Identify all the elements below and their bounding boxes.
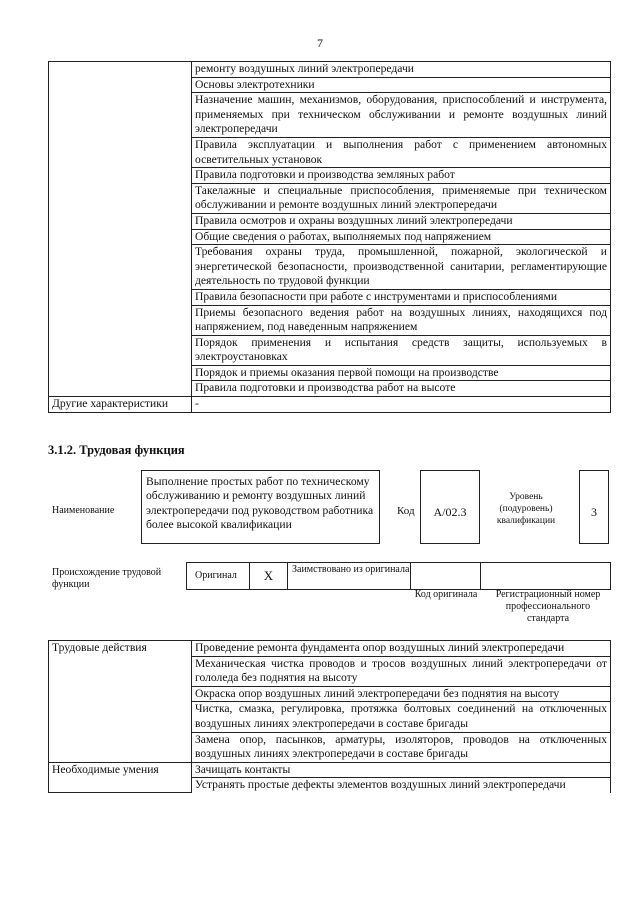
labor-action-item: Проведение ремонта фундамента опор воздушных линий электропередачи xyxy=(192,641,611,657)
knowledge-item: Требования охраны труда, промышленной, пожарной, экологической и энергетической безопасности, производственной санитарии, регламентирующие деятельность по трудовой функции xyxy=(192,245,611,290)
knowledge-item: Приемы безопасного ведения работ на воздушных линиях, находящихся под напряжением, под наведенным напряжением xyxy=(192,305,611,335)
knowledge-item: Назначение машин, механизмов, оборудования, приспособлений и инструмента, применяемых при техническом обслуживании и ремонте воздушных линий электропередачи xyxy=(192,93,611,138)
table-row xyxy=(49,397,611,413)
borrowed-label: Заимствовано из оригинала xyxy=(288,563,411,589)
function-code-label: Код xyxy=(397,505,415,517)
labor-action-item: Окраска опор воздушных линий электропередачи без поднятия на высоту xyxy=(192,686,611,702)
table-row xyxy=(49,762,611,778)
function-code-value: A/02.3 xyxy=(420,470,480,544)
origin-label: Происхождение трудовой функции xyxy=(52,567,162,590)
skill-item: Зачищать контакты xyxy=(192,762,611,778)
knowledge-item: Такелажные и специальные приспособления, применяемые при техническом обслуживании и ремонте воздушных линий электропередачи xyxy=(192,183,611,213)
knowledge-item: Правила безопасности при работе с инструментами и приспособлениями xyxy=(192,289,611,305)
actions-skills-table xyxy=(48,640,611,793)
knowledge-label-cell xyxy=(49,62,192,397)
function-name-label: Наименование xyxy=(52,505,115,516)
knowledge-item: Правила подготовки и производства работ на высоте xyxy=(192,381,611,397)
section-title: 3.1.2. Трудовая функция xyxy=(48,443,185,457)
original-code-caption: Код оригинала xyxy=(414,589,478,600)
reg-number-cell xyxy=(481,563,611,589)
skill-item: Устранять простые дефекты элементов воздушных линий электропередачи xyxy=(192,778,611,793)
function-name-value: Выполнение простых работ по техническому обслуживанию и ремонту воздушных линий электропередачи под руководством работника более высокой квалификации xyxy=(141,470,380,544)
original-code-cell xyxy=(411,563,481,589)
page-number: 7 xyxy=(317,36,323,50)
original-mark: X xyxy=(250,563,288,589)
reg-number-caption: Регистрационный номер профессионального стандарта xyxy=(495,589,601,624)
origin-row xyxy=(186,562,611,590)
labor-action-item: Механическая чистка проводов и тросов воздушных линий электропередачи от гололеда без поднятия на высоту xyxy=(192,656,611,686)
knowledge-item: Основы электротехники xyxy=(192,77,611,93)
knowledge-item: Общие сведения о работах, выполняемых под напряжением xyxy=(192,229,611,245)
knowledge-item: ремонту воздушных линий электропередачи xyxy=(192,62,611,78)
knowledge-item: Порядок применения и испытания средств защиты, используемых в электроустановках xyxy=(192,335,611,365)
labor-action-item: Замена опор, пасынков, арматуры, изоляторов, проводов на отключенных воздушных линиях электропередачи в составе бригады xyxy=(192,732,611,762)
table-row xyxy=(49,62,611,78)
required-skills-label: Необходимые умения xyxy=(49,762,192,793)
qualification-level-value: 3 xyxy=(579,470,609,544)
original-label: Оригинал xyxy=(186,563,250,589)
knowledge-item: Порядок и приемы оказания первой помощи на производстве xyxy=(192,365,611,381)
knowledge-item: Правила осмотров и охраны воздушных линий электропередачи xyxy=(192,213,611,229)
other-characteristics-value: - xyxy=(192,397,611,413)
qualification-level-label: Уровень (подуровень) квалификации xyxy=(496,492,556,526)
labor-actions-label: Трудовые действия xyxy=(49,641,192,763)
knowledge-item: Правила эксплуатации и выполнения работ с применением автономных осветительных установок xyxy=(192,137,611,167)
knowledge-table xyxy=(48,61,611,413)
other-characteristics-label: Другие характеристики xyxy=(49,397,192,413)
knowledge-item: Правила подготовки и производства земляных работ xyxy=(192,168,611,184)
table-row xyxy=(49,641,611,657)
labor-action-item: Чистка, смазка, регулировка, протяжка болтовых соединений на отключенных воздушных линиях электропередачи в составе бригады xyxy=(192,702,611,732)
